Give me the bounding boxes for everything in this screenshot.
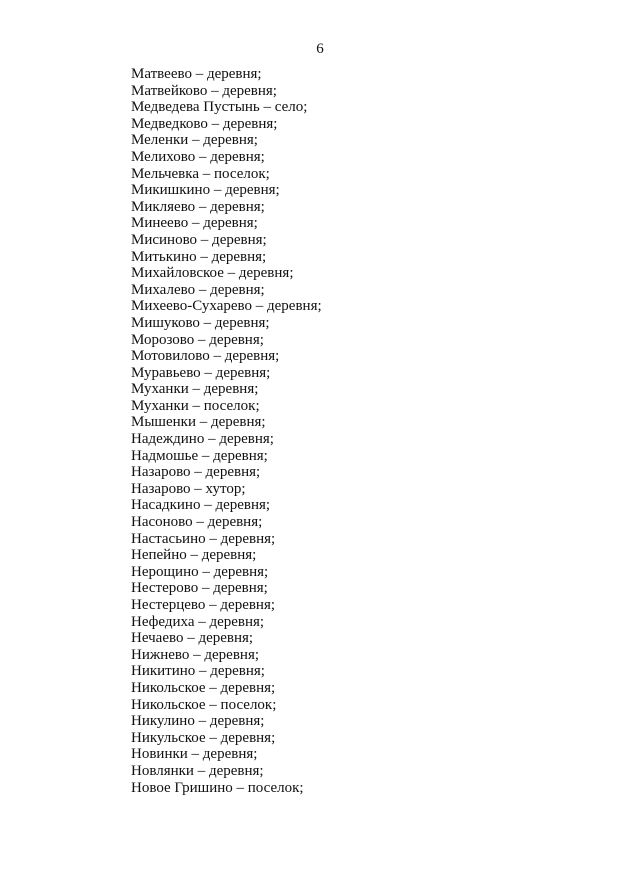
list-item: Новлянки – деревня;	[131, 762, 264, 779]
list-item: Микляево – деревня;	[131, 198, 265, 215]
list-item: Насадкино – деревня;	[131, 497, 271, 514]
list-item: Надмошье – деревня;	[131, 447, 268, 464]
list-item: Нестерово – деревня;	[131, 580, 268, 597]
list-item: Никитино – деревня;	[131, 663, 265, 680]
list-item: Мельчевка – поселок;	[131, 165, 270, 182]
list-item: Меленки – деревня;	[131, 132, 258, 149]
list-item: Никулино – деревня;	[131, 713, 265, 730]
list-item: Мышенки – деревня;	[131, 414, 266, 431]
list-item: Морозово – деревня;	[131, 331, 264, 348]
list-item: Михалево – деревня;	[131, 281, 265, 298]
list-item: Муравьево – деревня;	[131, 364, 271, 381]
list-item: Мелихово – деревня;	[131, 148, 265, 165]
list-item: Муханки – поселок;	[131, 397, 260, 414]
list-item: Матвейково – деревня;	[131, 82, 277, 99]
list-item: Митькино – деревня;	[131, 248, 267, 265]
list-item: Мисиново – деревня;	[131, 231, 267, 248]
list-item: Никульское – деревня;	[131, 729, 276, 746]
list-item: Насоново – деревня;	[131, 514, 263, 531]
list-item: Новое Гришино – поселок;	[131, 779, 304, 796]
list-item: Медведева Пустынь – село;	[131, 99, 308, 116]
list-item: Нечаево – деревня;	[131, 630, 254, 647]
list-item: Нерощино – деревня;	[131, 563, 269, 580]
list-item: Никольское – поселок;	[131, 696, 277, 713]
list-item: Назарово – хутор;	[131, 480, 246, 497]
list-item: Нестерцево – деревня;	[131, 597, 276, 613]
list-item: Нижнево – деревня;	[131, 646, 260, 663]
settlement-list	[131, 66, 322, 796]
list-item: Минеево – деревня;	[131, 215, 258, 232]
list-item: Медведково – деревня;	[131, 115, 278, 132]
list-item: Настасьино – деревня;	[131, 530, 276, 547]
page-number: 6	[316, 41, 324, 57]
list-item: Мишуково – деревня;	[131, 314, 270, 331]
list-item: Мотовилово – деревня;	[131, 348, 280, 365]
list-item: Назарово – деревня;	[131, 464, 261, 481]
list-item: Непейно – деревня;	[131, 547, 257, 564]
list-item: Нефедиха – деревня;	[131, 613, 265, 630]
list-item: Никольское – деревня;	[131, 679, 276, 696]
list-item: Михайловское – деревня;	[131, 265, 294, 282]
list-item: Надеждино – деревня;	[131, 431, 274, 448]
list-item: Муханки – деревня;	[131, 381, 259, 398]
list-item: Новинки – деревня;	[131, 746, 258, 763]
list-item: Микишкино – деревня;	[131, 182, 280, 199]
list-item: Матвеево – деревня;	[131, 66, 262, 82]
list-item: Михеево-Сухарево – деревня;	[131, 298, 322, 315]
